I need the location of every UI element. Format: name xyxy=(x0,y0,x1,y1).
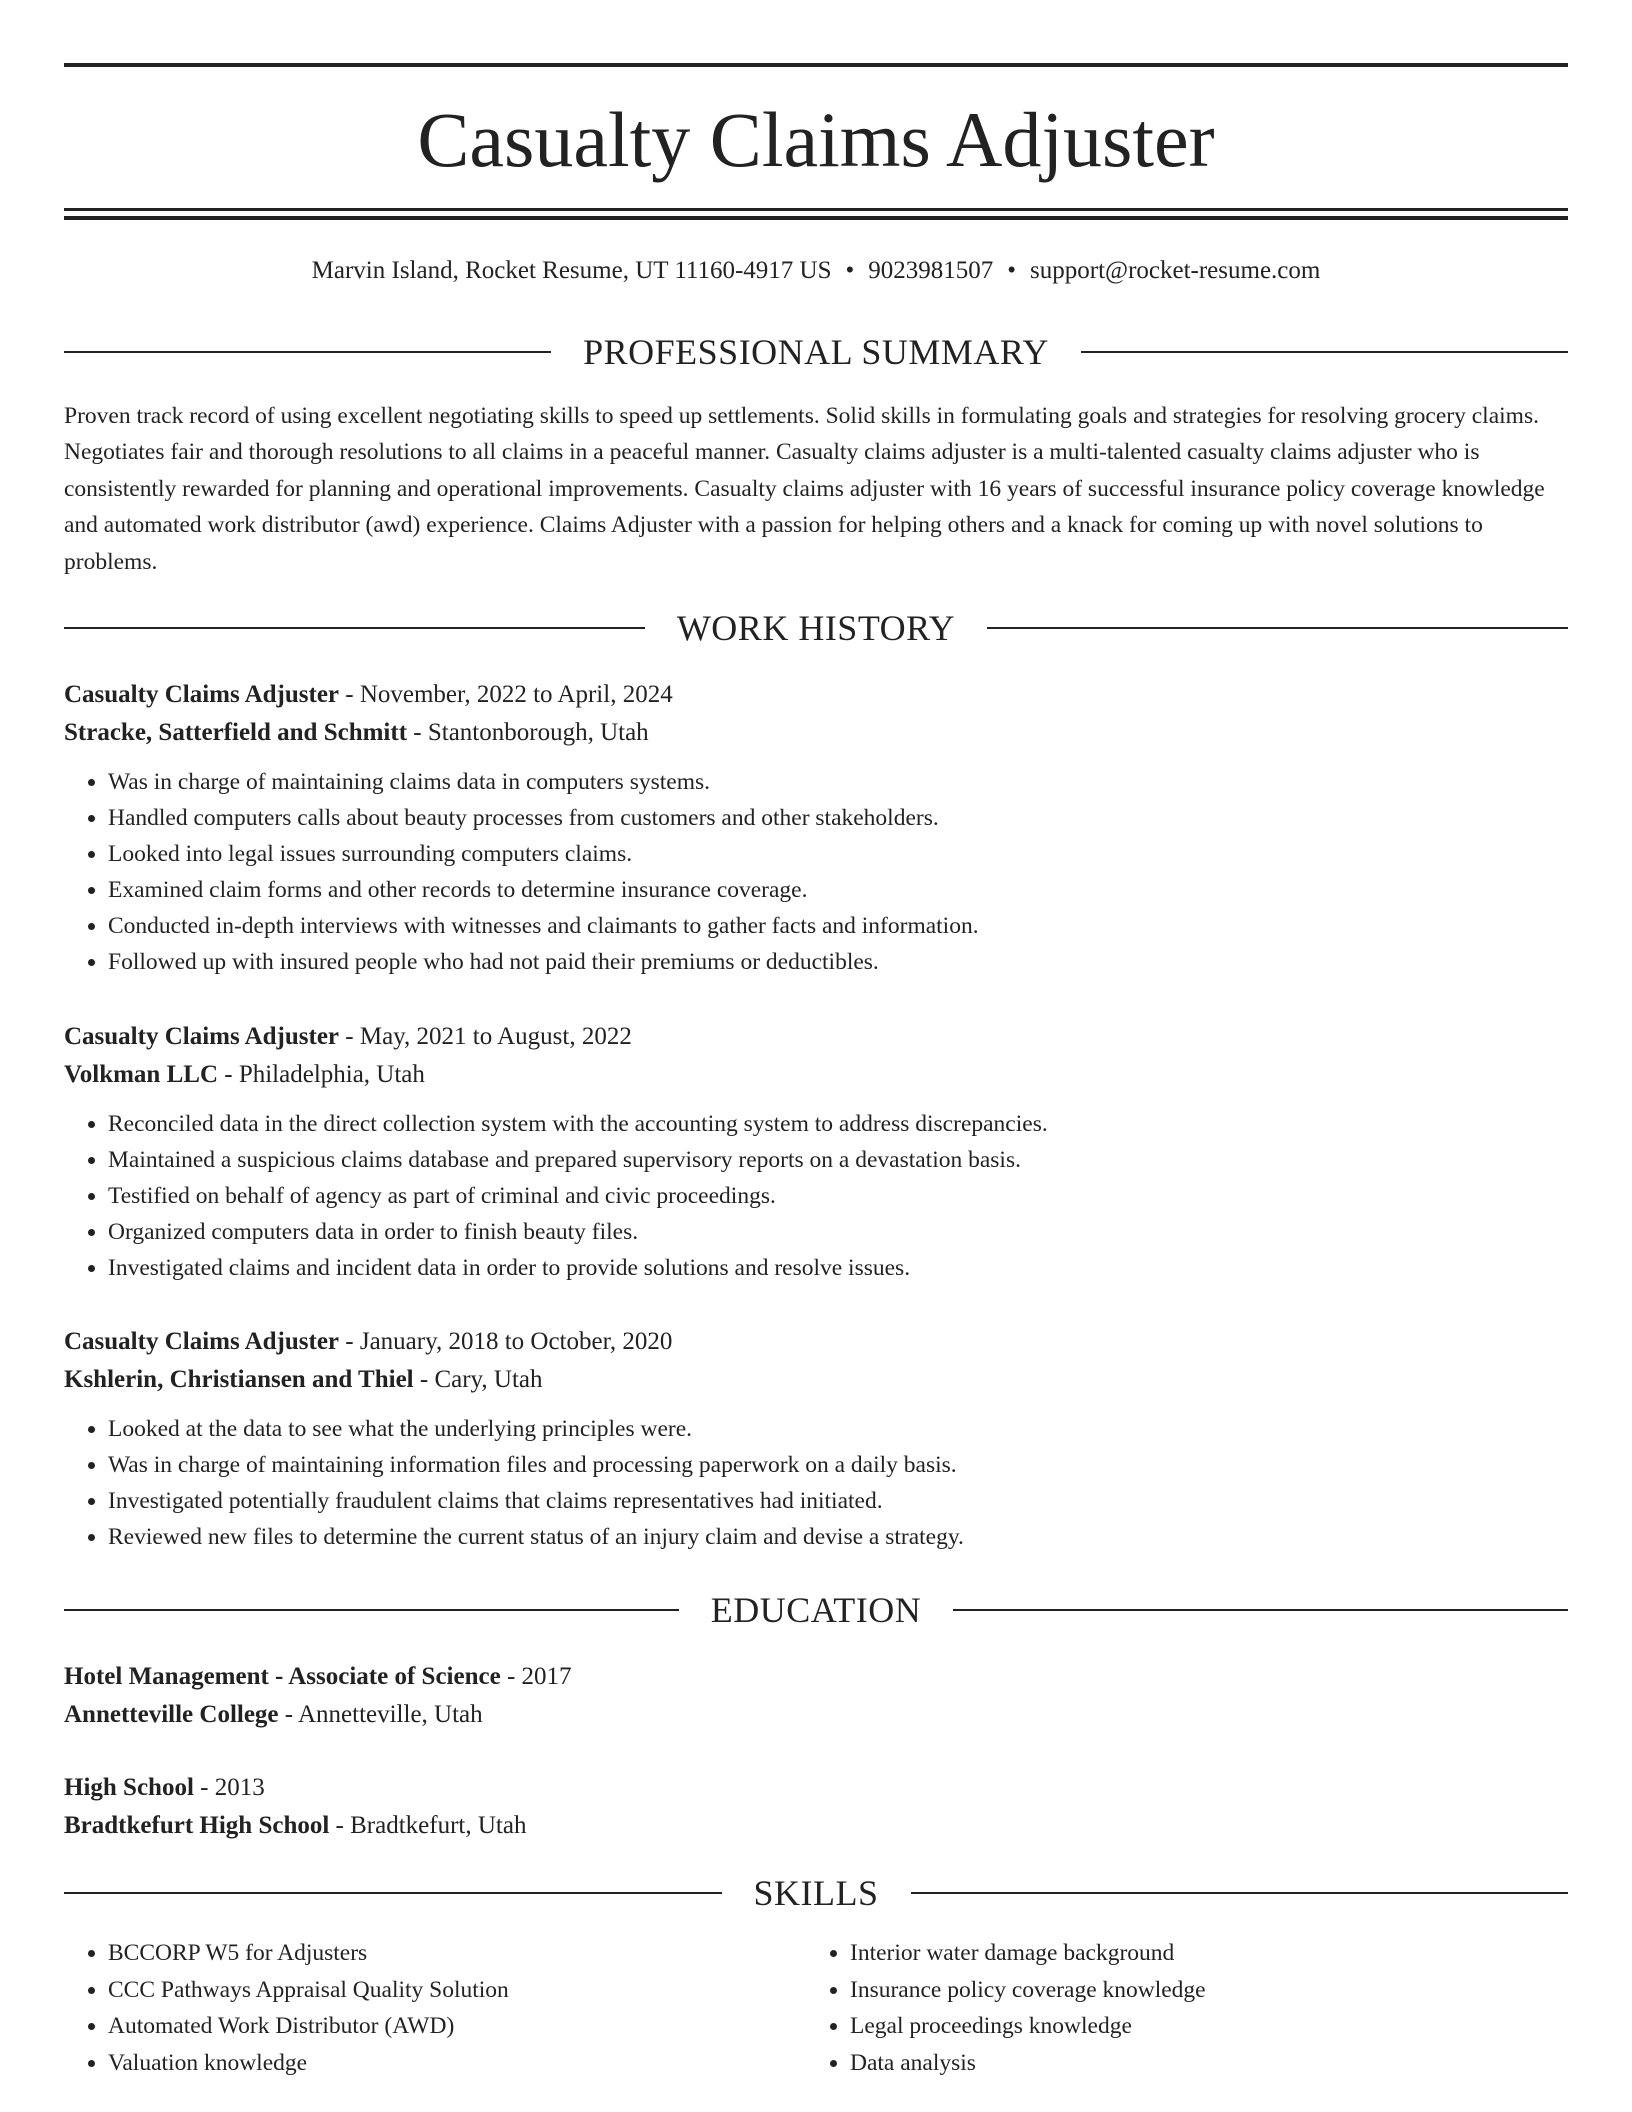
heading-rule xyxy=(64,1892,722,1894)
heading-rule xyxy=(911,1892,1569,1894)
job-title: Casualty Claims Adjuster xyxy=(64,681,340,708)
heading-rule xyxy=(64,351,551,353)
list-item: • Interior water damage background xyxy=(850,1935,1548,1972)
heading-rule xyxy=(987,627,1568,629)
list-item: • Followed up with insured people who had not paid their premiums or deductibles. xyxy=(108,944,1568,980)
education-location: - Bradtkefurt, Utah xyxy=(329,1812,527,1839)
skills-column-left xyxy=(64,1935,806,2082)
education-degree: Hotel Management - Associate of Science xyxy=(64,1663,501,1690)
list-item: • Investigated potentially fraudulent claims that claims representatives had initiated. xyxy=(108,1483,1568,1519)
job-title-line xyxy=(64,1323,1568,1361)
job-location: - Stantonborough, Utah xyxy=(407,719,649,746)
job-company-line xyxy=(64,714,1568,752)
job-company: Kshlerin, Christiansen and Thiel xyxy=(64,1366,414,1393)
job-location: - Philadelphia, Utah xyxy=(218,1061,425,1088)
job-title-line xyxy=(64,676,1568,714)
list-item: • Reviewed new files to determine the current status of an injury claim and devise a strategy. xyxy=(108,1519,1568,1555)
job-company: Stracke, Satterfield and Schmitt xyxy=(64,719,408,746)
header-bottom-rule-second xyxy=(64,216,1568,220)
education-heading-label: EDUCATION xyxy=(710,1590,922,1630)
education-school-line xyxy=(64,1696,1568,1734)
job-bullets xyxy=(64,1411,1568,1555)
list-item: • Handled computers calls about beauty processes from customers and other stakeholders. xyxy=(108,800,1568,836)
contact-phone: 9023981507 xyxy=(868,257,994,284)
contact-email: support@rocket-resume.com xyxy=(1030,257,1321,284)
list-item: • Reconciled data in the direct collection system with the accounting system to address discrepancies. xyxy=(108,1106,1568,1142)
list-item: • Legal proceedings knowledge xyxy=(850,2008,1548,2045)
education-degree-line xyxy=(64,1658,1568,1696)
job-title: Casualty Claims Adjuster xyxy=(64,1023,340,1050)
education-school: Bradtkefurt High School xyxy=(64,1812,330,1839)
education-entry xyxy=(64,1658,1568,1734)
work-history-heading xyxy=(64,606,1568,650)
job-dates: - May, 2021 to August, 2022 xyxy=(339,1023,632,1050)
summary-heading xyxy=(64,330,1568,374)
list-item: • Conducted in-depth interviews with witnesses and claimants to gather facts and information. xyxy=(108,908,1568,944)
job-entry xyxy=(64,676,1568,980)
skills-list xyxy=(64,1935,1568,2082)
summary-text: Proven track record of using excellent negotiating skills to speed up settlements. Solid skills in formulating goals and strategies for resolving grocery claims. Negotiates fair and thorough resolutions to all claims in a peaceful manner. Casualty claims adjuster is a multi-talented casualty claims adjuster who is consistently rewarded for planning and operational improvements. Casualty claims adjuster with 16 years of successful insurance policy coverage knowledge and automated work distributor (awd) experience. Claims Adjuster with a passion for helping others and a knack for coming up with novel solutions to problems. xyxy=(64,403,1545,575)
list-item: • Investigated claims and incident data in order to provide solutions and resolve issues. xyxy=(108,1250,1568,1286)
heading-rule xyxy=(1081,351,1568,353)
list-item: • Looked into legal issues surrounding computers claims. xyxy=(108,836,1568,872)
job-entry xyxy=(64,1018,1568,1286)
job-dates: - January, 2018 to October, 2020 xyxy=(339,1328,673,1355)
education-school-line xyxy=(64,1807,1568,1845)
list-item: • Organized computers data in order to finish beauty files. xyxy=(108,1214,1568,1250)
heading-rule xyxy=(64,627,645,629)
education-school: Annetteville College xyxy=(64,1701,279,1728)
job-company: Volkman LLC xyxy=(64,1061,218,1088)
header-bottom-rule xyxy=(64,208,1568,211)
education-year: - 2017 xyxy=(500,1663,572,1690)
list-item: • CCC Pathways Appraisal Quality Solution xyxy=(108,1972,806,2009)
list-item: • Was in charge of maintaining information files and processing paperwork on a daily basis. xyxy=(108,1447,1568,1483)
job-location: - Cary, Utah xyxy=(413,1366,543,1393)
education-year: - 2013 xyxy=(193,1774,265,1801)
job-company-line xyxy=(64,1361,1568,1399)
job-title: Casualty Claims Adjuster xyxy=(64,1328,340,1355)
resume-title: Casualty Claims Adjuster xyxy=(417,96,1215,183)
work-history-heading-label: WORK HISTORY xyxy=(676,608,956,648)
summary-heading-label: PROFESSIONAL SUMMARY xyxy=(583,332,1049,372)
list-item: • Automated Work Distributor (AWD) xyxy=(108,2008,806,2045)
skills-column-right xyxy=(806,1935,1548,2082)
job-company-line xyxy=(64,1056,1568,1094)
header-top-rule xyxy=(64,63,1568,67)
list-item: • Insurance policy coverage knowledge xyxy=(850,1972,1548,2009)
skills-heading xyxy=(64,1871,1568,1915)
job-dates: - November, 2022 to April, 2024 xyxy=(339,681,673,708)
heading-rule xyxy=(953,1609,1568,1611)
education-heading xyxy=(64,1588,1568,1632)
skills-heading-label: SKILLS xyxy=(753,1873,879,1913)
list-item: • Examined claim forms and other records to determine insurance coverage. xyxy=(108,872,1568,908)
list-item: • Testified on behalf of agency as part of criminal and civic proceedings. xyxy=(108,1178,1568,1214)
list-item: • Was in charge of maintaining claims data in computers systems. xyxy=(108,764,1568,800)
job-bullets xyxy=(64,764,1568,980)
education-entry xyxy=(64,1769,1568,1845)
education-degree-line xyxy=(64,1769,1568,1807)
list-item: • Looked at the data to see what the underlying principles were. xyxy=(108,1411,1568,1447)
job-title-line xyxy=(64,1018,1568,1056)
contact-line xyxy=(64,255,1568,287)
contact-separator: • xyxy=(845,257,855,284)
list-item: • Valuation knowledge xyxy=(108,2045,806,2082)
contact-separator: • xyxy=(1007,257,1017,284)
list-item: • Maintained a suspicious claims database and prepared supervisory reports on a devastation basis. xyxy=(108,1142,1568,1178)
job-bullets xyxy=(64,1106,1568,1286)
job-entry xyxy=(64,1323,1568,1555)
education-degree: High School xyxy=(64,1774,194,1801)
education-location: - Annetteville, Utah xyxy=(278,1701,483,1728)
contact-address: Marvin Island, Rocket Resume, UT 11160-4917 US xyxy=(311,257,832,284)
list-item: • BCCORP W5 for Adjusters xyxy=(108,1935,806,1972)
list-item: • Data analysis xyxy=(850,2045,1548,2082)
heading-rule xyxy=(64,1609,679,1611)
